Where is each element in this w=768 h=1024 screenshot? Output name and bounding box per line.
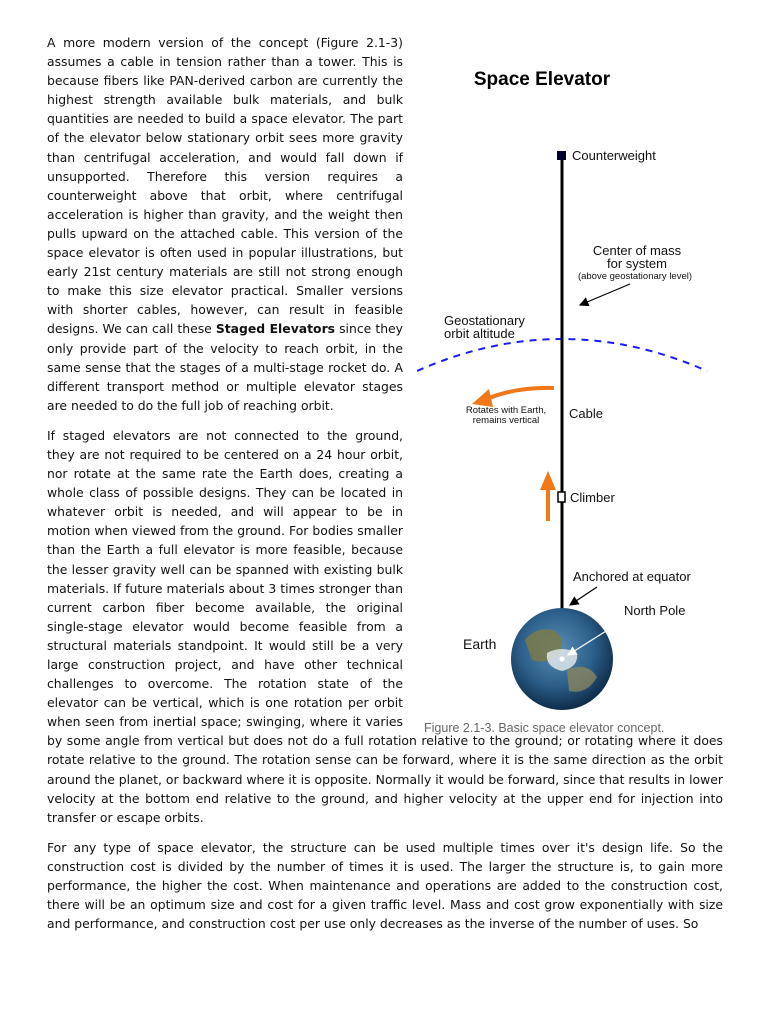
body-text bbox=[47, 33, 723, 944]
north-pole-dot bbox=[560, 657, 565, 662]
paragraph-1-text-end: since they only provide part of the velocity to reach orbit, in the same sense that the stages of a multi-stage rocket do. A different transport method or multiple elevator stages are needed to do the full job of reaching orbit. bbox=[47, 321, 403, 413]
paragraph-3: For any type of space elevator, the structure can be used multiple times over it's design life. So the construction cost is divided by the number of times it is used. The larger the structure is, to gain more performance, the higher the cost. When maintenance and operations are added to the construction cost, there will be an optimum size and cost for a given traffic level. Mass and cost grow exponentially with size and performance, and construction cost per use only decreases as the inverse of the number of uses. So bbox=[47, 839, 723, 932]
climber-arrow-head bbox=[540, 471, 556, 490]
paragraph-1-text: A more modern version of the concept (Figure 2.1-3) assumes a cable in tension rather than a tower. This is because fibers like PAN-derived carbon are currently the highest strength available bulk materials, and bulk quantities are needed to build a space elevator. The part of the elevator below stationary orbit sees more gravity than centrifugal acceleration, and would fall down if unsupported. Therefore this version requires a counterweight above that orbit, where centrifugal acceleration is higher than gravity, and the weight then pulls upward on the attached cable. This version of the space elevator is often used in popular illustrations, but early 21st century materials are still not strong enough to make this size elevator practical. Smaller versions with shorter cables, however, can result in feasible designs. We can call these bbox=[47, 35, 403, 337]
climber-label: Climber bbox=[570, 490, 615, 505]
anchored-label: Anchored at equator bbox=[573, 569, 691, 584]
climber-block bbox=[558, 492, 565, 502]
staged-elevators-term: Staged Elevators bbox=[215, 321, 336, 337]
north-pole-label: North Pole bbox=[624, 603, 686, 618]
center-of-mass-label: Center of mass bbox=[592, 243, 682, 258]
anchored-arrow bbox=[570, 587, 597, 605]
rotation-arrow bbox=[489, 388, 554, 398]
geostationary-label-2: orbit altitude bbox=[444, 326, 515, 341]
counterweight-label: Counterweight bbox=[572, 148, 656, 163]
earth-label: Earth bbox=[463, 636, 497, 652]
cable-label: Cable bbox=[569, 406, 603, 421]
center-of-mass-arrow bbox=[580, 284, 630, 305]
center-of-mass-label-2: for system bbox=[607, 256, 667, 271]
geostationary-label: Geostationary bbox=[444, 313, 525, 328]
center-of-mass-note: (above geostationary level) bbox=[577, 271, 693, 282]
space-elevator-figure bbox=[413, 33, 723, 735]
paragraph-2: If staged elevators are not connected to the ground, they are not required to be centered on a 24 hour orbit, nor rotate at the same rate the Earth does, creating a whole class of possible designs. They can be located in whatever orbit is needed, and will appear to be in motion when viewed from the ground. For bodies smaller than the Earth a full elevator is more feasible, because the lesser gravity well can be spanned with existing bulk materials. If future materials about 3 times stronger than current carbon fiber become available, the original single-stage elevator would become feasible from a structural materials standpoint. It would still be a very large construction project, and have other technical challenges to overcome. The rotation state of the elevator can be vertical, which is one rotation per orbit when seen from inertial space; swinging, where it varies by some angle from vertical but does not do a full rotation relative to the ground; or rotating where it does rotate relative to the ground. The rotation sense can be forward, where it is the same direction as the orbit around the planet, or backward where it is opposite. Normally it would be forward, since that results in lower velocity at the bottom end relative to the ground, and higher velocity at the upper end for injection into transfer or escape orbits. bbox=[47, 427, 723, 825]
figure-caption: Figure 2.1-3. Basic space elevator concept. bbox=[424, 721, 665, 735]
rotates-label-2: remains vertical bbox=[472, 415, 540, 426]
figure-title: Space Elevator bbox=[473, 69, 611, 90]
space-elevator-diagram bbox=[417, 65, 723, 715]
counterweight-block bbox=[557, 151, 566, 160]
rotates-label: Rotates with Earth, bbox=[465, 405, 547, 416]
